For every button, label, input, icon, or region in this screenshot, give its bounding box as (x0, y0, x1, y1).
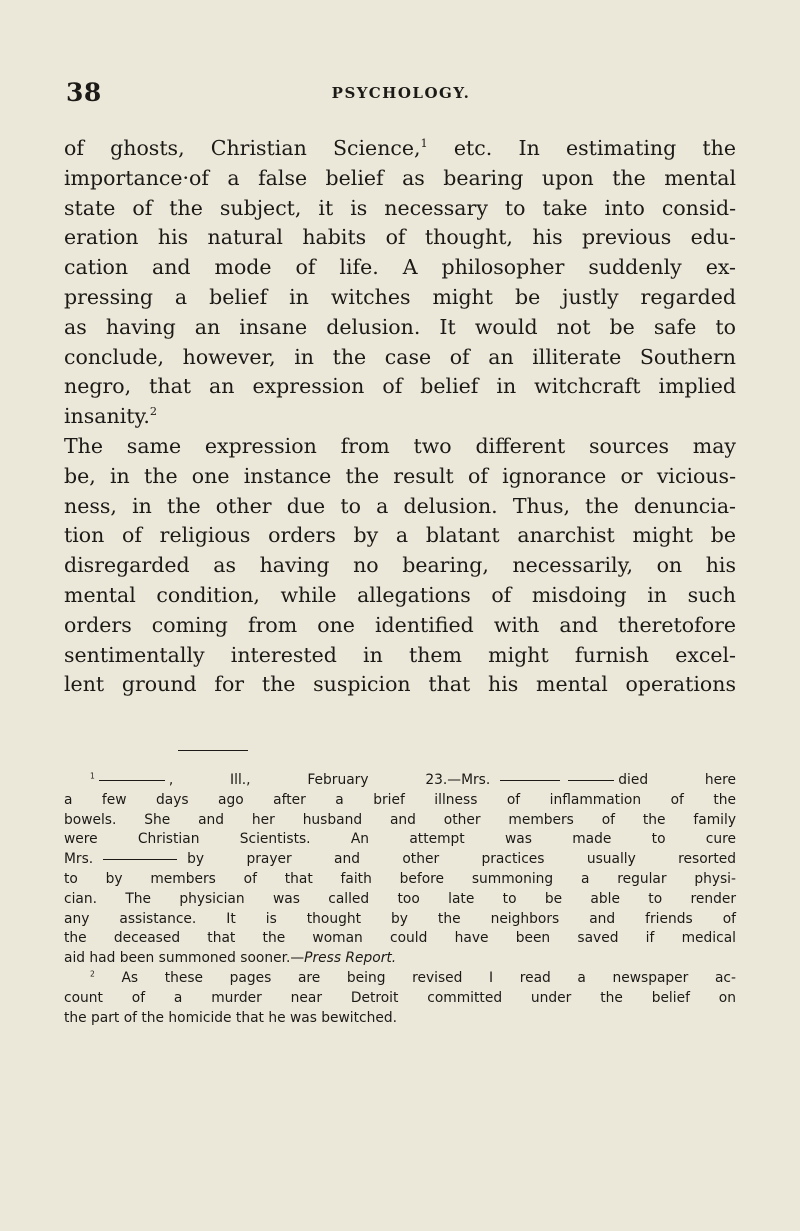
footnote-source: Press Report. (304, 950, 397, 967)
footnote-line: count of a murder near Detroit committed under the belief on (64, 989, 736, 1006)
body-line: pressing a belief in witches might be justly regarded (64, 284, 736, 309)
footnote-line: the deceased that the woman could have been saved if medical (64, 930, 736, 947)
body-line: tion of religious orders by a blatant anarchist might be (64, 523, 736, 548)
footnote-line: to by members of that faith before summoning a regular physi- (64, 870, 736, 887)
redaction-dash (103, 859, 177, 860)
running-head: PSYCHOLOGY. (331, 84, 471, 102)
body-line: be, in the one instance the result of ignorance or vicious- (64, 463, 736, 488)
body-line: of ghosts, Christian Science,$^1$ etc. In estimating the (64, 136, 736, 160)
redaction-dash (568, 780, 614, 781)
footnote-line: Mrs. by prayer and other practices usually resorted (64, 851, 736, 868)
body-line: sentimentally interested in them might furnish excel- (64, 642, 736, 667)
page-header (66, 78, 736, 110)
footnote-line: $^2$ As these pages are being revised I read a newspaper ac- (90, 969, 736, 986)
page-number: 38 (66, 78, 102, 107)
footnote-line: any assistance. It is thought by the neighbors and friends of (64, 910, 736, 927)
body-line: insanity.$^2$ (64, 404, 158, 429)
body-line: importance·of a false belief as bearing upon the mental (64, 165, 736, 190)
body-line: negro, that an expression of belief in witchcraft implied (64, 374, 736, 399)
footnote-line: bowels. She and her husband and other members of the family (64, 811, 736, 828)
body-line: ness, in the other due to a delusion. Thus, the denuncia- (64, 493, 736, 518)
footnote-line: the part of the homicide that he was bewitched. (64, 1009, 397, 1026)
body-text (64, 134, 736, 700)
redaction-dash (500, 780, 560, 781)
footnotes (64, 771, 736, 1028)
footnote-line: aid had been summoned sooner.—Press Report. (64, 950, 397, 967)
footnote-marker: 1 (90, 771, 95, 781)
footnote-marker: 2 (90, 969, 95, 979)
body-line: disregarded as having no bearing, necessarily, on his (64, 553, 736, 578)
footnote-line: were Christian Scientists. An attempt was made to cure (64, 831, 736, 848)
footnote-line: a few days ago after a brief illness of inflammation of the (64, 791, 736, 808)
footnote-ref: 2 (149, 405, 158, 419)
body-line: cation and mode of life. A philosopher suddenly ex- (64, 255, 736, 280)
body-line: The same expression from two different sources may (64, 433, 736, 458)
body-line: state of the subject, it is necessary to take into consid- (64, 195, 736, 220)
body-line: mental condition, while allegations of misdoing in such (64, 582, 736, 607)
redaction-dash (99, 780, 165, 781)
body-line: orders coming from one identified with and theretofore (64, 612, 736, 637)
body-line: as having an insane delusion. It would not be safe to (64, 314, 736, 339)
body-line: conclude, however, in the case of an illiterate Southern (64, 344, 736, 369)
footnote-line: $^1$ , Ill., February 23.—Mrs. died here (90, 771, 736, 788)
footnote-line: cian. The physician was called too late to be able to render (64, 890, 736, 907)
footnote-ref: 1 (420, 137, 428, 151)
body-line: eration his natural habits of thought, his previous edu- (64, 225, 736, 250)
footnote-rule (178, 750, 248, 751)
body-line: lent ground for the suspicion that his mental operations (64, 672, 736, 697)
